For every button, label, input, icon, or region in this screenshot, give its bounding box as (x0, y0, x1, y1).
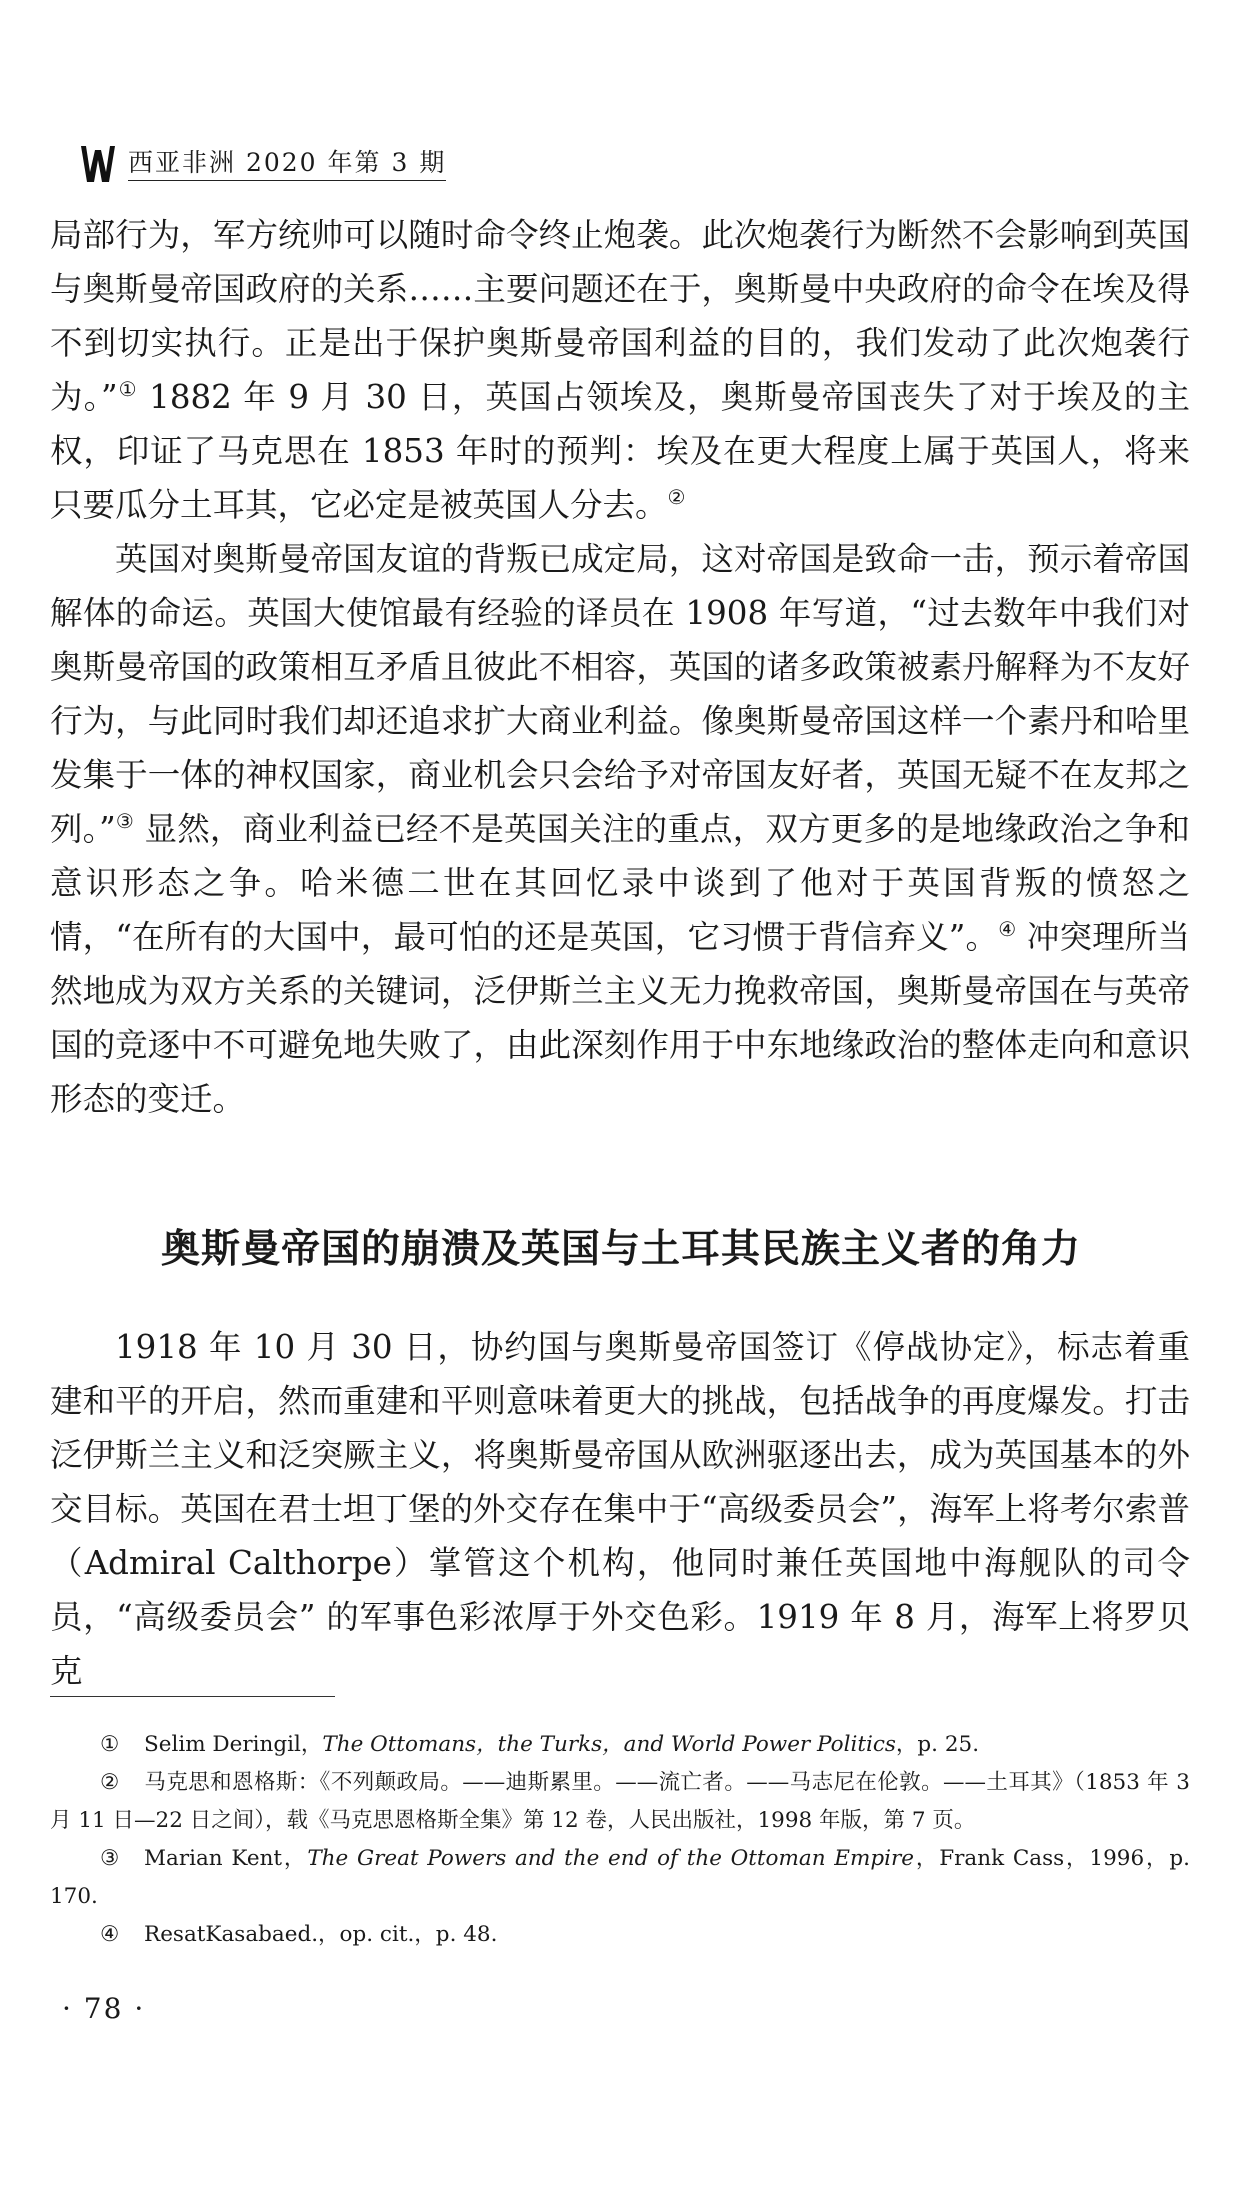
journal-logo-icon (78, 142, 118, 186)
footnotes (50, 1726, 1190, 1954)
paragraph-1: 局部行为，军方统帅可以随时命令终止炮袭。此次炮袭行为断然不会影响到英国与奥斯曼帝国政府的关系……主要问题还在于，奥斯曼中央政府的命令在埃及得不到切实执行。正是出于保护奥斯曼帝国利益的目的，我们发动了此次炮袭行为。”① 1882 年 9 月 30 日，英国占领埃及，奥斯曼帝国丧失了对于埃及的主权，印证了马克思在 1853 年时的预判：埃及在更大程度上属于英国人，将来只要瓜分土耳其，它必定是被英国人分去。② (50, 216, 1190, 524)
body-bottom (50, 1320, 1190, 1698)
footnote-ref-2[interactable]: ② (667, 485, 686, 509)
section-heading: 奥斯曼帝国的崩溃及英国与土耳其民族主义者的角力 (160, 1227, 1081, 1272)
footnote-divider (50, 1696, 335, 1697)
paragraph-3: 1918 年 10 月 30 日，协约国与奥斯曼帝国签订《停战协定》，标志着重建和平的开启，然而重建和平则意味着更大的挑战，包括战争的再度爆发。打击泛伊斯兰主义和泛突厥主义，将奥斯曼帝国从欧洲驱逐出去，成为英国基本的外交目标。英国在君士坦丁堡的外交存在集中于“高级委员会”，海军上将考尔索普（Admiral Calthorpe）掌管这个机构，他同时兼任英国地中海舰队的司令员，“高级委员会” 的军事色彩浓厚于外交色彩。1919 年 8 月，海军上将罗贝克 (50, 1328, 1190, 1690)
footnote-1: ① Selim Deringil，The Ottomans，the Turks，and World Power Politics，p. 25. (100, 1732, 980, 1757)
page-number: · 78 · (62, 1992, 146, 2025)
footnote-3: ③ Marian Kent，The Great Powers and the end of the Ottoman Empire，Frank Cass，1996，p. 170. (50, 1846, 1191, 1909)
footnote-2: ② 马克思和恩格斯：《不列颠政局。——迪斯累里。——流亡者。——马志尼在伦敦。——土耳其》（1853 年 3 月 11 日—22 日之间），载《马克思恩格斯全集》第 12 卷，人民出版社，1998 年版，第 7 页。 (50, 1770, 1190, 1833)
footnote-4: ④ ResatKasabaed.，op. cit.，p. 48. (100, 1922, 498, 1947)
body-top (50, 208, 1190, 1126)
footnote-ref-4[interactable]: ④ (998, 917, 1017, 941)
footnote-ref-3[interactable]: ③ (115, 809, 135, 833)
paragraph-2: 英国对奥斯曼帝国友谊的背叛已成定局，这对帝国是致命一击，预示着帝国解体的命运。英国大使馆最有经验的译员在 1908 年写道，“过去数年中我们对奥斯曼帝国的政策相互矛盾且彼此不相容，英国的诸多政策被素丹解释为不友好行为，与此同时我们却还追求扩大商业利益。像奥斯曼帝国这样一个素丹和哈里发集于一体的神权国家，商业机会只会给予对帝国友好者，英国无疑不在友邦之列。”③ 显然，商业利益已经不是英国关注的重点，双方更多的是地缘政治之争和意识形态之争。哈米德二世在其回忆录中谈到了他对于英国背叛的愤怒之情，“在所有的大国中，最可怕的还是英国，它习惯于背信弃义”。④ 冲突理所当然地成为双方关系的关键词，泛伊斯兰主义无力挽救帝国，奥斯曼帝国在与英帝国的竞逐中不可避免地失败了，由此深刻作用于中东地缘政治的整体走向和意识形态的变迁。 (50, 540, 1190, 1118)
footnote-ref-1[interactable]: ① (117, 377, 138, 401)
running-header (78, 142, 446, 186)
journal-title: 西亚非洲 2020 年第 3 期 (128, 148, 446, 181)
